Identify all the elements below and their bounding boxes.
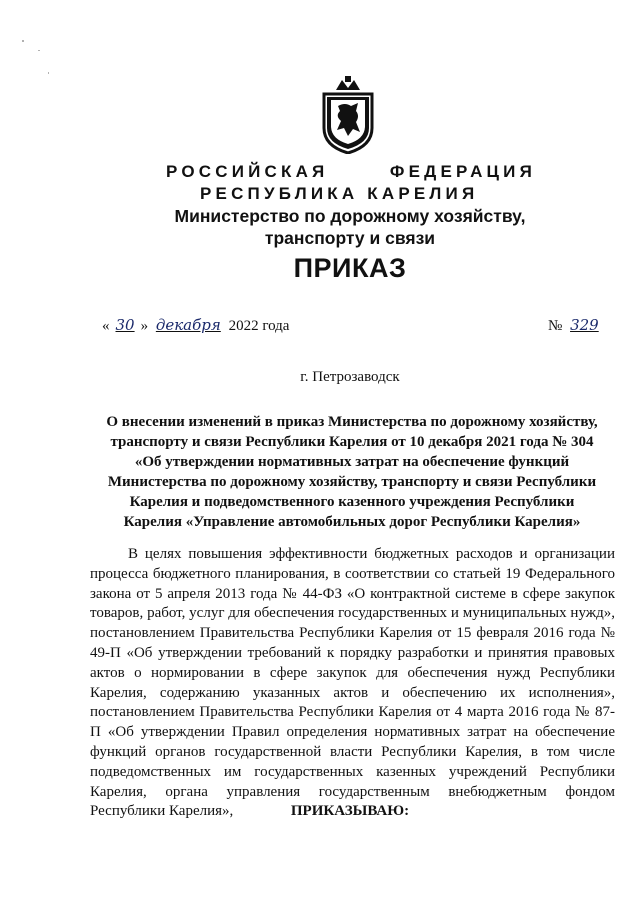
header-ministry-line1: Министерство по дорожному хозяйству,: [174, 206, 526, 226]
subject-line: Карелия и подведомственного казенного учреждения Республики: [129, 494, 575, 510]
header-country-word2: ФЕДЕРАЦИЯ: [389, 162, 536, 181]
scan-speck: [38, 50, 40, 51]
karelia-coat-of-arms-icon: [318, 76, 378, 154]
date-line: [102, 316, 289, 335]
order-number: [548, 316, 603, 335]
header-ministry-line2: транспорту и связи: [264, 228, 436, 248]
date-day: 30: [115, 316, 135, 334]
date-close-quote: »: [140, 318, 149, 334]
scan-speck: [22, 40, 24, 42]
body-paragraph: В целях повышения эффективности бюджетных расходов и организации процесса бюджетного планирования, в соответствии со статьей 19 Федерального закона от 5 апреля 2013 года № 44-ФЗ «О контрактной системе в сфере закупок товаров, работ, услуг для обеспечения государственных и муниципальных нужд», постановлением Правительства Республики Карелия от 15 февраля 2016 года № 49-П «Об утверждении требований к порядку разработки и принятия правовых актов о нормировании в сфере закупок для обеспечения нужд Республики Карелия, содержанию указанных актов и обеспечению их исполнения», постановлением Правительства Республики Карелия от 4 марта 2016 года № 87-П «Об утверждении Правил определения нормативных затрат на обеспечение функций органов государственной власти Республики Карелия, в том числе подведомственных им государственных казенных учреждений Республики Карелия, органа управления государственным внебюджетным фондом Республики Карелия»,: [90, 546, 615, 820]
subject-line: Карелия «Управление автомобильных дорог Республики Карелия»: [123, 514, 581, 530]
subject-line: «Об утверждении нормативных затрат на обеспечение функций: [134, 454, 570, 470]
scan-speck: [48, 72, 49, 74]
order-number-value: 329: [570, 316, 599, 334]
header-country-word1: РОССИЙСКАЯ: [166, 162, 329, 181]
subject-line: О внесении изменений в приказ Министерства по дорожному хозяйству,: [106, 414, 598, 430]
header-country: [166, 162, 536, 182]
order-subject: [92, 412, 612, 532]
order-word: ПРИКАЗЫВАЮ:: [290, 803, 410, 819]
date-year: 2022 года: [228, 318, 290, 334]
city: г. Петрозаводск: [300, 369, 400, 385]
doc-type-title: ПРИКАЗ: [293, 253, 407, 283]
date-open-quote: «: [102, 318, 110, 334]
subject-line: Министерства по дорожному хозяйству, транспорту и связи Республики: [107, 474, 597, 490]
header-republic: РЕСПУБЛИКА КАРЕЛИЯ: [200, 184, 479, 203]
subject-line: транспорту и связи Республики Карелия от 10 декабря 2021 года № 304: [110, 434, 594, 450]
date-month: декабря: [155, 316, 221, 334]
order-number-label: №: [548, 318, 563, 334]
